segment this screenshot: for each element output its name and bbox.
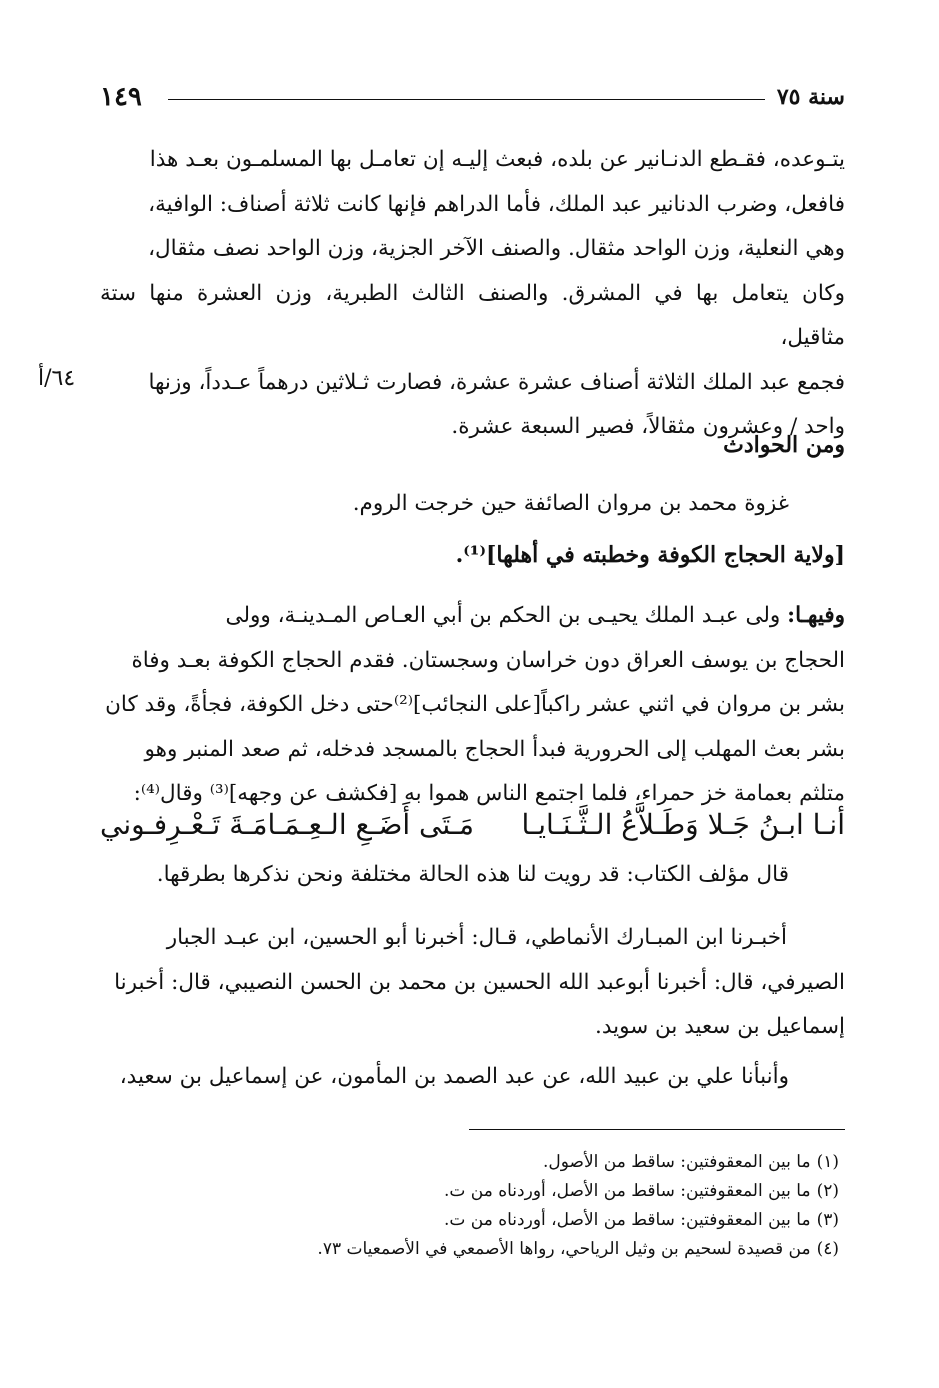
text-line: متلثم بعمامة خز حمراء، فلما اجتمع الناس هموا به [فكشف عن وجهه]⁽³⁾ وقال⁽⁴⁾: xyxy=(133,781,845,806)
footnote-text: ما بين المعقوفتين: ساقط من الأصل، أوردناه من ت. xyxy=(443,1181,811,1201)
verse-first-hemistich: أنـا ابـنُ جَـلا وَطَـلاَّعُ الـثَّـنَـايـا xyxy=(521,808,845,841)
footnote xyxy=(94,1148,839,1177)
section-heading-events: ومن الحوادث xyxy=(723,432,845,458)
footnote xyxy=(94,1206,839,1235)
footnote-text: ما بين المعقوفتين: ساقط من الأصول. xyxy=(542,1152,811,1172)
lead-word: وفيهـا: xyxy=(787,603,845,628)
running-header xyxy=(100,82,845,118)
text-line xyxy=(100,594,845,639)
paragraph-dinars xyxy=(100,138,845,450)
footnote-number: (٤) xyxy=(816,1239,839,1259)
text-line: فافعل، وضرب الدنانير عبد الملك، فأما الدراهم فإنها كانت ثلاثة أصناف: الوافية، xyxy=(148,191,845,217)
verse-second-hemistich: مَـتَى أَضَـعِ الـعِـمَـامَـةَ تَـعْـرِفـوني xyxy=(100,808,475,841)
text-line: وكان يتعامل بها في المشرق. والصنف الثالث الطبرية، وزن العشرة منها ستة مثاقيل، xyxy=(100,280,845,350)
author-note: قال مؤلف الكتاب: قد رويت لنا هذه الحالة مختلفة ونحن نذكرها بطرقها. xyxy=(156,862,789,887)
text-fragment: ولى عبـد الملك يحيـى بن الحكم بن أبي العـاص المـدينـة، وولى xyxy=(225,603,788,628)
footnote-separator xyxy=(469,1129,845,1130)
text-line: أخبـرنا ابن المبـارك الأنماطي، قـال: أخبرنا أبو الحسين، ابن عبـد الجبار xyxy=(166,925,787,950)
footnote xyxy=(94,1177,839,1206)
footnote-number: (٢) xyxy=(816,1181,839,1201)
poetry-verse xyxy=(100,808,845,858)
footnote-text: من قصيدة لسحيم بن وثيل الرياحي، رواها الأصمعي في الأصمعيات ٧٣. xyxy=(317,1239,811,1259)
text-line: بشر بن مروان في اثني عشر راكباً[على النجائب]⁽²⁾حتى دخل الكوفة، فجأةً، وقد كان xyxy=(105,692,845,717)
paragraph-hajjaj xyxy=(100,594,845,817)
text-line: الصيرفي، قال: أخبرنا أبوعبد الله الحسين بن محمد بن الحسن النصيبي، قال: أخبرنا xyxy=(114,969,845,995)
footnote-text: ما بين المعقوفتين: ساقط من الأصل، أوردناه من ت. xyxy=(443,1210,811,1230)
text-line: إسماعيل بن سعيد بن سويد. xyxy=(595,1014,845,1039)
running-title: سنة ٧٥ xyxy=(776,84,845,110)
text-line: يتـوعده، فقـطع الدنـانير عن بلده، فبعث إليـه إن تعامـل بها المسلمـون بعـد هذا xyxy=(149,147,845,172)
text-line: الحجاج بن يوسف العراق دون خراسان وسجستان. فقدم الحجاج الكوفة بعـد وفاة xyxy=(131,647,845,673)
text-line: وهي النعلية، وزن الواحد مثقال. والصنف الآخر الجزية، وزن الواحد نصف مثقال، xyxy=(148,236,845,261)
text-line: بشر بعث المهلب إلى الحرورية فبدأ الحجاج بالمسجد فدخله، ثم صعد المنبر وهو xyxy=(144,736,845,762)
section-heading-hajjaj: [ولاية الحجاج الكوفة وخطبته في أهلها]⁽¹⁾. xyxy=(455,542,845,568)
paragraph-isnad xyxy=(100,916,845,1050)
footnote xyxy=(94,1235,839,1264)
header-rule xyxy=(168,99,765,100)
footnote-number: (١) xyxy=(816,1152,839,1172)
footnote-number: (٣) xyxy=(816,1210,839,1230)
text-line: فجمع عبد الملك الثلاثة أصناف عشرة عشرة، فصارت ثـلاثين درهماً عـدداً، وزنها xyxy=(148,369,845,395)
manuscript-folio-note: ٦٤/أ xyxy=(38,366,76,391)
page-number: ١٤٩ xyxy=(100,82,142,112)
isnad-line: وأنبأنا علي بن عبيد الله، عن عبد الصمد بن المأمون، عن إسماعيل بن سعيد، xyxy=(119,1064,789,1089)
event-line: غزوة محمد بن مروان الصائفة حين خرجت الروم. xyxy=(352,491,789,516)
footnotes xyxy=(94,1148,839,1264)
text-line: واحد / وعشرون مثقالاً، فصير السبعة عشرة. xyxy=(451,414,845,439)
